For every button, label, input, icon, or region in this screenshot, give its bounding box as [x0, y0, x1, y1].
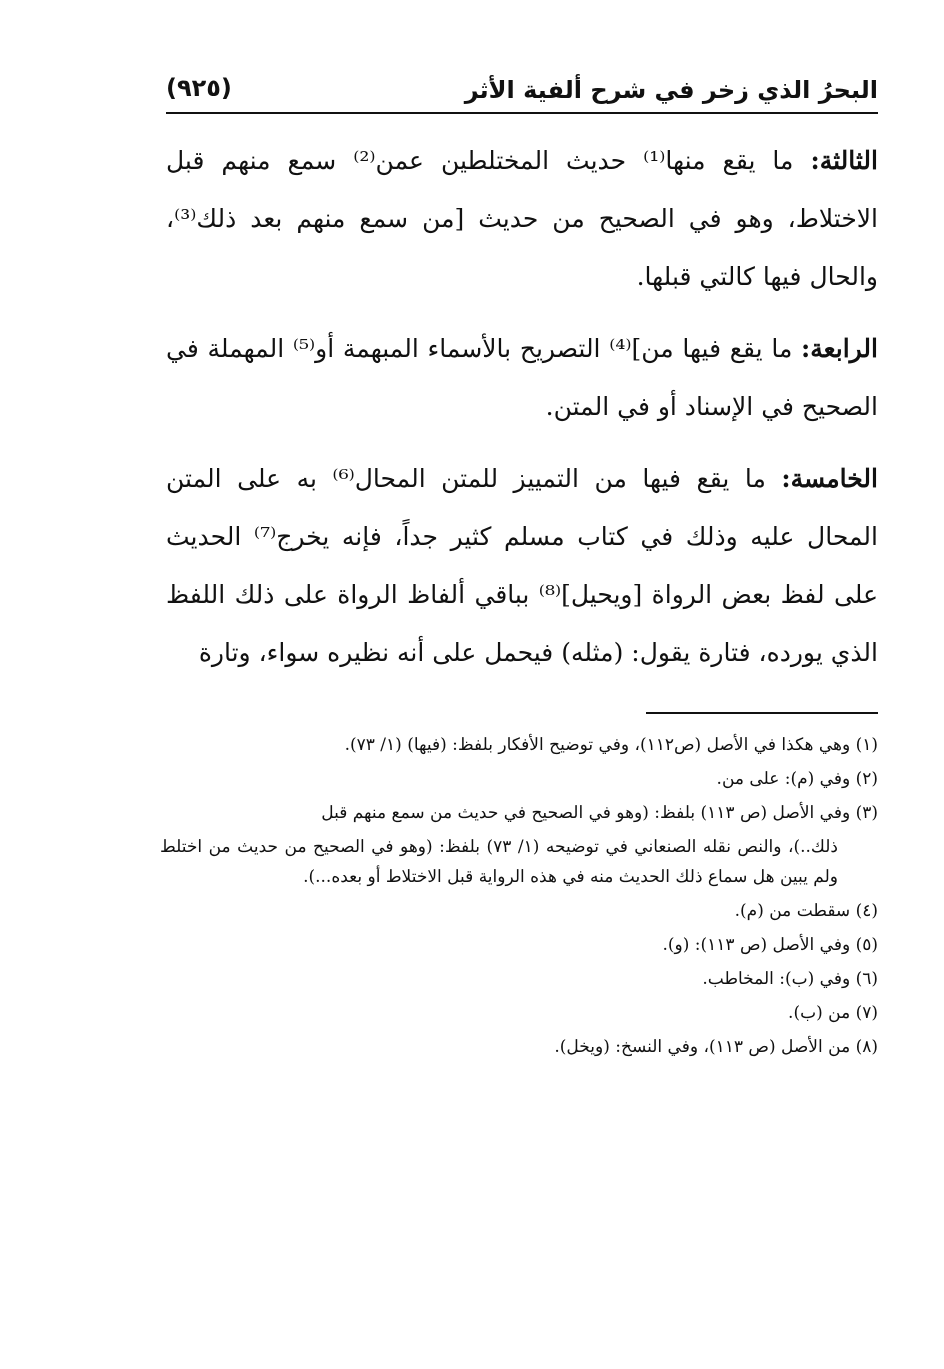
paragraph-text: ما يقع فيها من]⁽⁴⁾ التصريح بالأسماء المبهمة أو⁽⁵⁾ المهملة في الصحيح في الإسناد أو في المتن. [166, 334, 878, 421]
footnote-5: (٥) وفي الأصل (ص ١١٣): (و). [662, 935, 878, 955]
paragraph-lead: الخامسة: [781, 464, 878, 493]
footnote-divider [646, 712, 878, 714]
page-number: (٩٢٥) [166, 74, 232, 102]
footnote-8: (٨) من الأصل (ص ١١٣)، وفي النسخ: (ويخل). [554, 1037, 878, 1057]
footnote-2: (٢) وفي (م): على من. [716, 769, 878, 789]
paragraph-fifth [166, 450, 878, 682]
footnote-3: (٣) وفي الأصل (ص ١١٣) بلفظ: (وهو في الصحيح في حديث من سمع منهم قبل [321, 803, 878, 823]
footnote-3-continued: ذلك..)، والنص نقله الصنعاني في توضيحه (١/ ٧٣) بلفظ: (وهو في الصحيح من حديث من اختلط ولم يبين هل سماع ذلك الحديث منه في هذه الرواية قبل الاختلاط أو بعده...). [160, 837, 838, 887]
footnote-1: (١) وهي هكذا في الأصل (ص١١٢)، وفي توضيح الأفكار بلفظ: (فيها) (١/ ٧٣). [344, 735, 878, 755]
paragraph-text: ما يقع فيها من التمييز للمتن المحال⁽⁶⁾ به على المتن المحال عليه وذلك في كتاب مسلم كثير جداً، فإنه يخرج⁽⁷⁾ الحديث على لفظ بعض الرواة [ويحيل]⁽⁸⁾ بباقي ألفاظ الرواة على ذلك اللفظ الذي يورده، فتارة يقول: (مثله) فيحمل على أنه نظيره سواء، وتارة [166, 464, 878, 667]
main-text [166, 132, 878, 696]
footnotes [160, 730, 878, 1066]
paragraph-fourth [166, 320, 878, 436]
paragraph-lead: الثالثة: [810, 146, 878, 175]
footnote-6: (٦) وفي (ب): المخاطب. [702, 969, 878, 989]
page-header [166, 66, 878, 106]
running-title: البحرُ الذي زخر في شرح ألفية الأثر [464, 76, 878, 104]
header-divider [166, 112, 878, 114]
paragraph-text: ما يقع منها⁽¹⁾ حديث المختلطين عمن⁽²⁾ سمع منهم قبل الاختلاط، وهو في الصحيح من حديث [من سمع منهم بعد ذلك⁽³⁾، والحال فيها كالتي قبلها. [166, 146, 878, 291]
footnote-4: (٤) سقطت من (م). [734, 901, 878, 921]
paragraph-third [166, 132, 878, 306]
footnote-7: (٧) من (ب). [788, 1003, 878, 1023]
paragraph-lead: الرابعة: [801, 334, 878, 363]
